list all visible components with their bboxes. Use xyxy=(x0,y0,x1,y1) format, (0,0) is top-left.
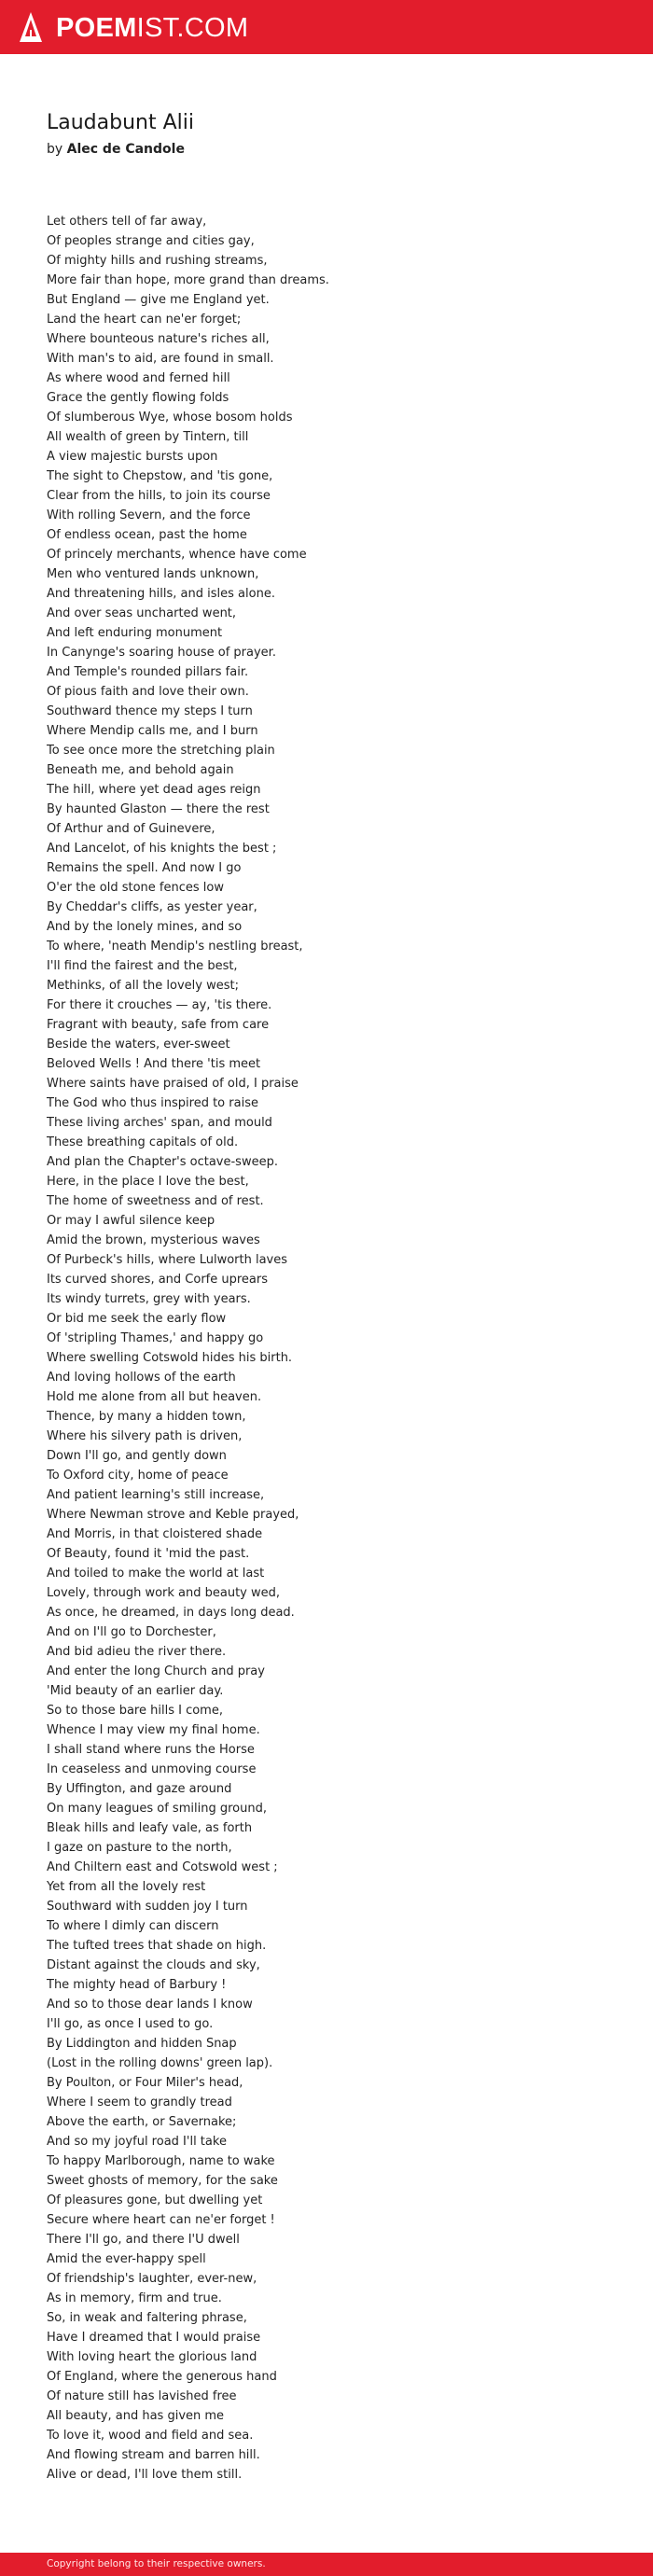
poem-line: The sight to Chepstow, and 'tis gone, xyxy=(47,469,273,483)
poem-line: Or bid me seek the early flow xyxy=(47,1312,227,1326)
poem-line: I shall stand where runs the Horse xyxy=(47,1743,255,1757)
poem-line: Of Purbeck's hills, where Lulworth laves xyxy=(47,1253,288,1267)
poem-line: Of pleasures gone, but dwelling yet xyxy=(47,2193,263,2207)
poem-line: And over seas uncharted went, xyxy=(47,606,237,620)
poem-line: Where his silvery path is driven, xyxy=(47,1429,243,1443)
poem-line: Beneath me, and behold again xyxy=(47,763,234,777)
poem-line: And on I'll go to Dorchester, xyxy=(47,1625,216,1639)
poem-line: But England — give me England yet. xyxy=(47,293,270,307)
poem-line: Bleak hills and leafy vale, as forth xyxy=(47,1821,253,1835)
poem-line: As where wood and ferned hill xyxy=(47,371,230,385)
poem-line: And bid adieu the river there. xyxy=(47,1645,227,1659)
poem-line: Or may I awful silence keep xyxy=(47,1214,215,1228)
poem-line: And Morris, in that cloistered shade xyxy=(47,1527,263,1541)
poem-line: And Temple's rounded pillars fair. xyxy=(47,665,249,679)
poem-line: To where I dimly can discern xyxy=(47,1919,219,1933)
poem-line: Of Beauty, found it 'mid the past. xyxy=(47,1547,250,1561)
poem-line: Men who ventured lands unknown, xyxy=(47,567,259,581)
poem-line: Alive or dead, I'll love them still. xyxy=(47,2468,243,2482)
poem-line: And patient learning's still increase, xyxy=(47,1488,265,1502)
poem-line: The home of sweetness and of rest. xyxy=(47,1194,264,1208)
poem-line: These living arches' span, and mould xyxy=(47,1116,272,1130)
poem-line: Clear from the hills, to join its course xyxy=(47,489,271,503)
poem-line: The God who thus inspired to raise xyxy=(47,1096,258,1110)
poem-line: Fragrant with beauty, safe from care xyxy=(47,1018,270,1032)
poem-line: In ceaseless and unmoving course xyxy=(47,1762,257,1776)
poem-line: By Poulton, or Four Miler's head, xyxy=(47,2076,243,2090)
poem-byline xyxy=(47,140,606,159)
poem-line: Yet from all the lovely rest xyxy=(47,1880,206,1894)
poem-line: Let others tell of far away, xyxy=(47,215,207,229)
poem-line: Amid the ever-happy spell xyxy=(47,2252,206,2266)
poem-line: To Oxford city, home of peace xyxy=(47,1469,229,1483)
poem-line: In Canynge's soaring house of prayer. xyxy=(47,646,276,660)
poem-line: And enter the long Church and pray xyxy=(47,1664,265,1678)
poem-line: To where, 'neath Mendip's nestling breast, xyxy=(47,940,303,954)
poem-line: And Lancelot, of his knights the best ; xyxy=(47,842,277,856)
brand-rest-text: IST.COM xyxy=(136,13,249,43)
poem-line: The tufted trees that shade on high. xyxy=(47,1939,267,1953)
poem-line: And so my joyful road I'll take xyxy=(47,2135,227,2149)
poem-line: By Uffington, and gaze around xyxy=(47,1782,232,1796)
poem-line: By haunted Glaston — there the rest xyxy=(47,802,270,816)
poem-line: There I'll go, and there I'U dwell xyxy=(47,2233,240,2247)
poem-line: I'll go, as once I used to go. xyxy=(47,2017,214,2031)
poem-line: By Liddington and hidden Snap xyxy=(47,2037,237,2051)
poem-line: And left enduring monument xyxy=(47,626,223,640)
poem-line: Of slumberous Wye, whose bosom holds xyxy=(47,411,293,425)
poem-line: Remains the spell. And now I go xyxy=(47,861,242,875)
poem-line: And so to those dear lands I know xyxy=(47,1998,253,2012)
poem-line: Its windy turrets, grey with years. xyxy=(47,1292,251,1306)
site-header xyxy=(0,0,653,54)
poem-line: Of mighty hills and rushing streams, xyxy=(47,254,268,268)
poem-line: Of friendship's laughter, ever-new, xyxy=(47,2272,257,2286)
poem-line: Of Arthur and of Guinevere, xyxy=(47,822,215,836)
poem-line: Beloved Wells ! And there 'tis meet xyxy=(47,1057,261,1071)
poem-line: Where saints have praised of old, I praise xyxy=(47,1077,299,1091)
poem-line: So, in weak and faltering phrase, xyxy=(47,2311,247,2325)
poem-line: And plan the Chapter's octave-sweep. xyxy=(47,1155,278,1169)
site-brand xyxy=(56,11,248,45)
poem-line: Its curved shores, and Corfe uprears xyxy=(47,1273,269,1287)
quill-pen-icon xyxy=(17,11,45,45)
poem-line: Amid the brown, mysterious waves xyxy=(47,1233,260,1247)
poem-line: And threatening hills, and isles alone. xyxy=(47,587,275,601)
copyright-text: Copyright belong to their respective owners. xyxy=(47,2558,266,2569)
poem-line: Where bounteous nature's riches all, xyxy=(47,332,270,346)
poem-body xyxy=(47,212,606,2485)
poem-line: With loving heart the glorious land xyxy=(47,2350,257,2364)
poem-line: Of 'stripling Thames,' and happy go xyxy=(47,1331,264,1345)
poem-line: More fair than hope, more grand than dreams. xyxy=(47,273,329,287)
by-label: by xyxy=(47,142,63,157)
poem-line: I gaze on pasture to the north, xyxy=(47,1841,232,1855)
poem-line: Of princely merchants, whence have come xyxy=(47,548,307,562)
poem-line: And Chiltern east and Cotswold west ; xyxy=(47,1860,278,1874)
poem-line: Southward thence my steps I turn xyxy=(47,704,253,718)
poem-line: With rolling Severn, and the force xyxy=(47,508,251,522)
poem-line: Of pious faith and love their own. xyxy=(47,685,249,699)
poem-line: Of endless ocean, past the home xyxy=(47,528,247,542)
poem-line: To see once more the stretching plain xyxy=(47,744,275,758)
poem-line: And toiled to make the world at last xyxy=(47,1566,265,1580)
poem-line: Where swelling Cotswold hides his birth. xyxy=(47,1351,293,1365)
poem-line: O'er the old stone fences low xyxy=(47,881,224,895)
poem-line: (Lost in the rolling downs' green lap). xyxy=(47,2056,273,2070)
poem-line: And by the lonely mines, and so xyxy=(47,920,243,934)
poem-line: Secure where heart can ne'er forget ! xyxy=(47,2213,275,2227)
poem-line: Grace the gently flowing folds xyxy=(47,391,229,405)
poem-line: Where Newman strove and Keble prayed, xyxy=(47,1508,299,1522)
poem-line: Whence I may view my final home. xyxy=(47,1723,260,1737)
poem-line: Sweet ghosts of memory, for the sake xyxy=(47,2174,278,2188)
poem-line: Where I seem to grandly tread xyxy=(47,2096,232,2110)
poem-line: On many leagues of smiling ground, xyxy=(47,1802,267,1816)
poem-line: As once, he dreamed, in days long dead. xyxy=(47,1606,295,1620)
poem-line: All beauty, and has given me xyxy=(47,2409,225,2423)
poem-line: Here, in the place I love the best, xyxy=(47,1175,249,1189)
poem-line: And loving hollows of the earth xyxy=(47,1371,236,1385)
poem-line: Thence, by many a hidden town, xyxy=(47,1410,246,1424)
poem-line: Beside the waters, ever-sweet xyxy=(47,1037,230,1051)
poem-line: The hill, where yet dead ages reign xyxy=(47,783,261,797)
poem-line: So to those bare hills I come, xyxy=(47,1704,223,1718)
poem-line: Distant against the clouds and sky, xyxy=(47,1958,260,1972)
poem-line: I'll find the fairest and the best, xyxy=(47,959,238,973)
poem-line: With man's to aid, are found in small. xyxy=(47,352,274,366)
poem-line: Methinks, of all the lovely west; xyxy=(47,979,239,993)
poem-line: To happy Marlborough, name to wake xyxy=(47,2154,275,2168)
poem-line: Of peoples strange and cities gay, xyxy=(47,234,255,248)
poem-line: All wealth of green by Tintern, till xyxy=(47,430,249,444)
poem-line: And flowing stream and barren hill. xyxy=(47,2448,260,2462)
poem-line: Southward with sudden joy I turn xyxy=(47,1900,248,1914)
poem-line: A view majestic bursts upon xyxy=(47,450,218,464)
poem-line: Lovely, through work and beauty wed, xyxy=(47,1586,281,1600)
poem-line: Where Mendip calls me, and I burn xyxy=(47,724,258,738)
brand-bold-text: POEM xyxy=(56,13,137,43)
poem-line: Hold me alone from all but heaven. xyxy=(47,1390,262,1404)
poem-line: 'Mid beauty of an earlier day. xyxy=(47,1684,224,1698)
poem-line: Of nature still has lavished free xyxy=(47,2389,237,2403)
poem-line: These breathing capitals of old. xyxy=(47,1135,239,1149)
poem-title: Laudabunt Alii xyxy=(47,111,194,134)
poem-line: Of England, where the generous hand xyxy=(47,2370,277,2384)
poem-line: Above the earth, or Savernake; xyxy=(47,2115,237,2129)
poem-line: For there it crouches — ay, 'tis there. xyxy=(47,998,272,1012)
author-name[interactable]: Alec de Candole xyxy=(66,142,185,157)
site-logo-link[interactable] xyxy=(17,11,248,45)
poem-line: Have I dreamed that I would praise xyxy=(47,2331,261,2345)
poem-line: As in memory, firm and true. xyxy=(47,2291,222,2305)
poem-line: By Cheddar's cliffs, as yester year, xyxy=(47,900,257,914)
poem-line: Land the heart can ne'er forget; xyxy=(47,313,242,327)
poem-line: Down I'll go, and gently down xyxy=(47,1449,227,1463)
poem-content xyxy=(47,110,606,2485)
poem-line: The mighty head of Barbury ! xyxy=(47,1978,227,1992)
site-footer xyxy=(0,2553,653,2576)
poem-line: To love it, wood and field and sea. xyxy=(47,2429,254,2443)
